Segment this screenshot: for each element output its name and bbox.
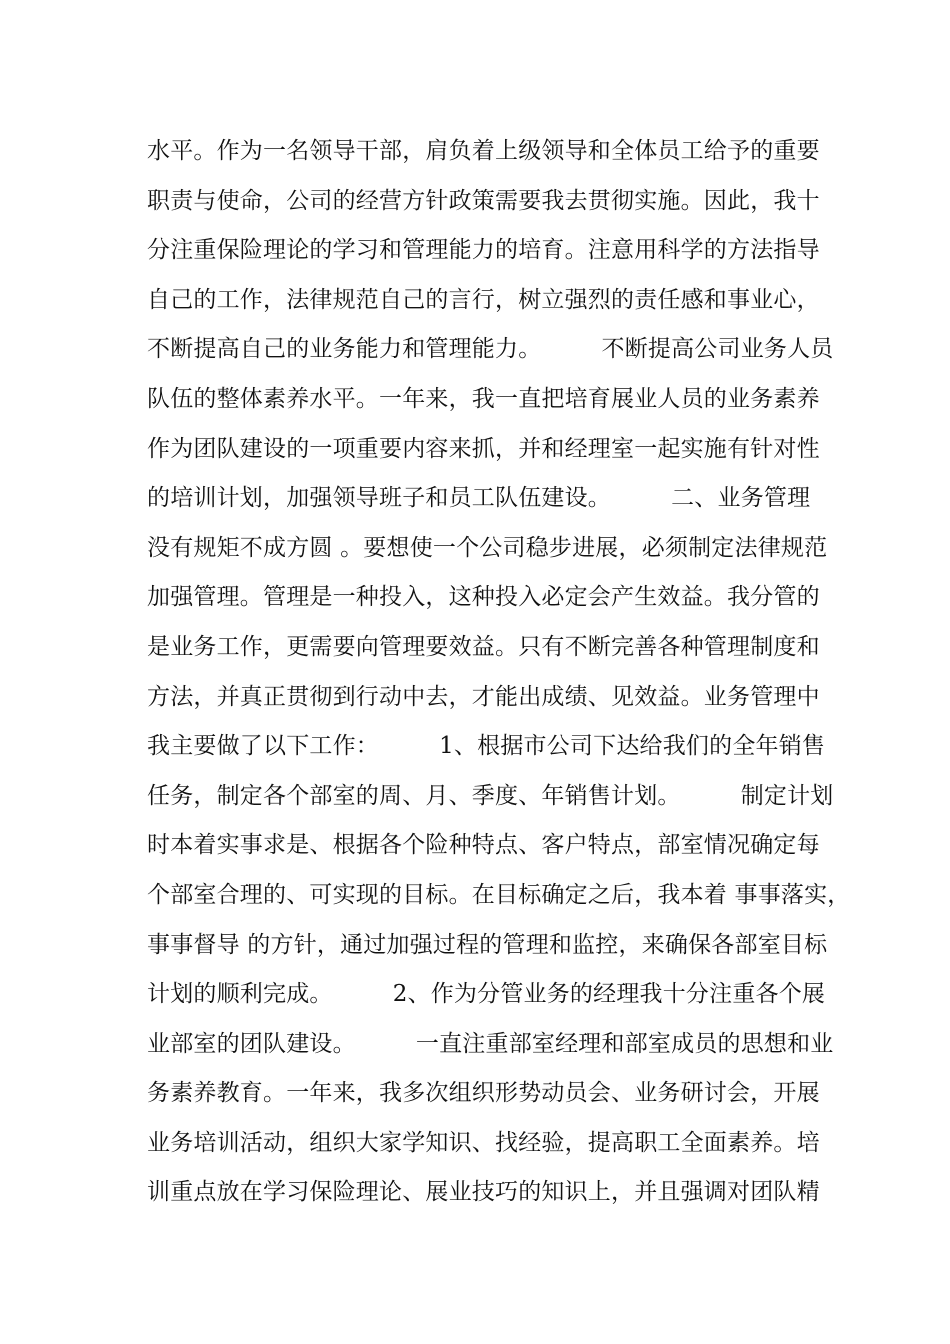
text-line: 计划的顺利完成。 2、作为分管业务的经理我十分注重各个展	[147, 981, 826, 1008]
text-line: 没有规矩不成方圆 。要想使一个公司稳步进展，必须制定法律规范	[147, 534, 828, 561]
text-line: 队伍的整体素养水平。一年来，我一直把培育展业人员的业务素养	[147, 385, 820, 412]
text-line: 务素养教育。一年来，我多次组织形势动员会、业务研讨会，开展	[147, 1080, 820, 1107]
text-line: 自己的工作，法律规范自己的言行，树立强烈的责任感和事业心，	[147, 286, 820, 313]
text-line: 水平。作为一名领导干部，肩负着上级领导和全体员工给予的重要	[147, 138, 820, 164]
text-line: 业务培训活动，组织大家学知识、找经验，提高职工全面素养。培	[147, 1129, 820, 1156]
text-line: 时本着实事求是、根据各个险种特点、客户特点，部室情况确定每	[147, 832, 820, 859]
text-line: 事事督导 的方针，通过加强过程的管理和监控，来确保各部室目标	[147, 931, 828, 958]
text-line: 是业务工作，更需要向管理要效益。只有不断完善各种管理制度和	[147, 633, 820, 660]
text-line: 分注重保险理论的学习和管理能力的培育。注意用科学的方法指导	[147, 237, 820, 264]
text-line: 个部室合理的、可实现的目标。在目标确定之后，我本着 事事落实，	[147, 881, 851, 908]
text-line: 加强管理。管理是一种投入，这种投入必定会产生效益。我分管的	[147, 584, 820, 611]
body-text	[147, 131, 851, 1222]
text-line: 的培训计划，加强领导班子和员工队伍建设。 二、业务管理	[147, 485, 811, 512]
text-line: 任务，制定各个部室的周、月、季度、年销售计划。 制定计划	[147, 782, 834, 809]
text-line: 业部室的团队建设。 一直注重部室经理和部室成员的思想和业	[147, 1030, 834, 1057]
text-line: 训重点放在学习保险理论、展业技巧的知识上，并且强调对团队精	[147, 1179, 820, 1206]
text-line: 不断提高自己的业务能力和管理能力。 不断提高公司业务人员	[147, 336, 834, 363]
text-line: 职责与使命，公司的经营方针政策需要我去贯彻实施。因此，我十	[147, 187, 820, 214]
text-line: 作为团队建设的一项重要内容来抓，并和经理室一起实施有针对性	[147, 435, 820, 462]
text-line: 方法，并真正贯彻到行动中去，才能出成绩、见效益。业务管理中	[147, 683, 820, 710]
text-line: 我主要做了以下工作： 1、根据市公司下达给我们的全年销售	[147, 733, 826, 760]
